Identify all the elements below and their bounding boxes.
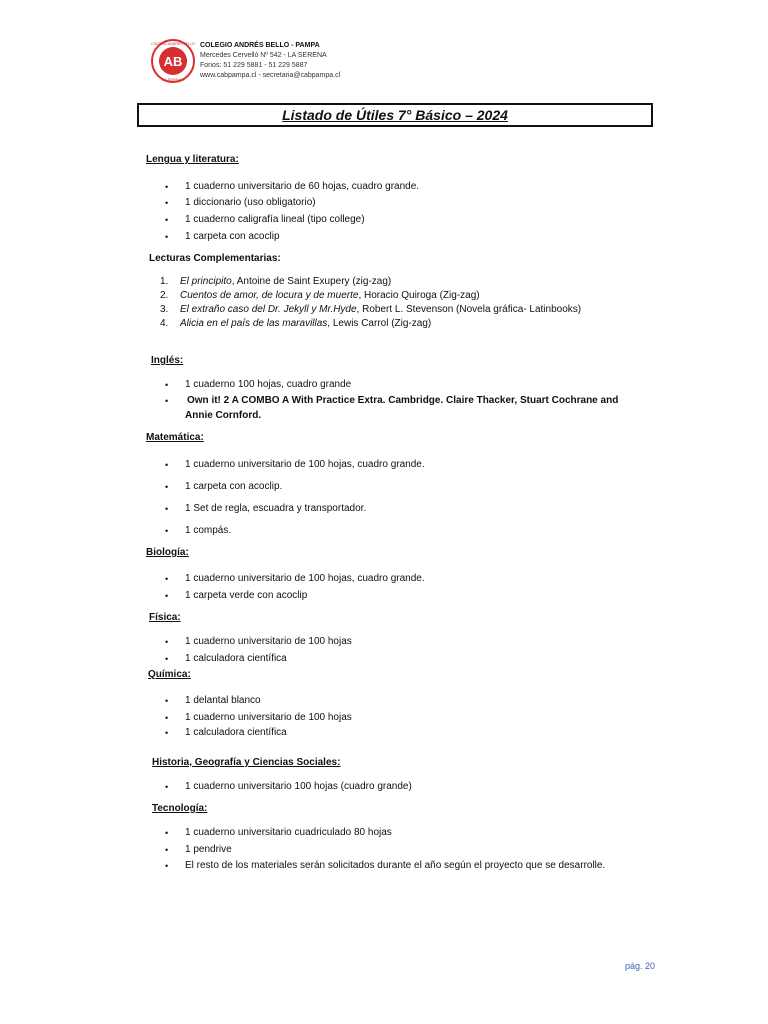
section-heading-lengua: Lengua y literatura: — [146, 154, 239, 165]
bullet: • — [165, 713, 169, 723]
school-logo — [150, 38, 196, 84]
bullet: • — [165, 232, 169, 242]
list-number: 3. — [160, 304, 169, 315]
list-item: 1 carpeta verde con acoclip — [185, 590, 308, 601]
list-item: 1 Set de regla, escuadra y transportador. — [185, 503, 367, 514]
school-web: www.cabpampa.cl - secretaria@cabpampa.cl — [200, 72, 341, 79]
bullet: • — [165, 380, 169, 390]
reading-item: Alicia en el país de las maravillas, Lewis Carrol (Zig-zag) — [180, 318, 432, 329]
list-number: 4. — [160, 318, 169, 329]
list-item: 1 delantal blanco — [185, 695, 261, 706]
school-phones: Fonos: 51 229 5881 - 51 229 5887 — [200, 62, 308, 69]
school-info — [200, 38, 340, 81]
reading-item: Cuentos de amor, de locura y de muerte, Horacio Quiroga (Zig-zag) — [180, 290, 480, 301]
bullet: • — [165, 504, 169, 514]
list-item: 1 cuaderno universitario cuadriculado 80 hojas — [185, 827, 392, 838]
book-item-line2: Annie Cornford. — [185, 410, 262, 421]
school-header — [150, 38, 340, 84]
bullet: • — [165, 182, 169, 192]
list-item: 1 pendrive — [185, 844, 232, 855]
section-heading-tecnologia: Tecnología: — [152, 803, 208, 814]
section-heading-ingles: Inglés: — [151, 355, 184, 366]
book-title: El principito — [180, 276, 232, 287]
bullet: • — [165, 637, 169, 647]
list-item: 1 cuaderno universitario 100 hojas (cuadro grande) — [185, 781, 412, 792]
section-heading-historia: Historia, Geografía y Ciencias Sociales: — [152, 757, 341, 768]
list-number: 1. — [160, 276, 169, 287]
bullet: • — [165, 696, 169, 706]
list-item: 1 diccionario (uso obligatorio) — [185, 197, 316, 208]
list-item: 1 carpeta con acoclip — [185, 231, 280, 242]
book-title: Cuentos de amor, de locura y de muerte — [180, 290, 359, 301]
list-item: 1 calculadora científica — [185, 653, 287, 664]
section-heading-biologia: Biología: — [146, 547, 189, 558]
section-heading-quimica: Química: — [148, 669, 191, 680]
list-item: 1 carpeta con acoclip. — [185, 481, 283, 492]
bullet: • — [165, 215, 169, 225]
list-item: 1 cuaderno 100 hojas, cuadro grande — [185, 379, 352, 390]
list-item: 1 cuaderno universitario de 60 hojas, cuadro grande. — [185, 181, 420, 192]
bullet: • — [165, 198, 169, 208]
list-item: 1 cuaderno caligrafía lineal (tipo college) — [185, 214, 365, 225]
school-name: COLEGIO ANDRÉS BELLO - PAMPA — [200, 42, 320, 49]
reading-item: El principito, Antoine de Saint Exupery (zig-zag) — [180, 276, 392, 287]
book-title: Alicia en el país de las maravillas — [180, 318, 328, 329]
svg-text:COLEGIO ANDRÉS BELLO: COLEGIO ANDRÉS BELLO — [151, 42, 195, 46]
list-item: 1 compás. — [185, 525, 232, 536]
section-heading-lecturas: Lecturas Complementarias: — [149, 253, 281, 264]
bullet: • — [165, 654, 169, 664]
reading-item: El extraño caso del Dr. Jekyll y Mr.Hyde, Robert L. Stevenson (Novela gráfica- Latinbooks) — [180, 304, 582, 315]
list-item: 1 cuaderno universitario de 100 hojas — [185, 712, 352, 723]
bullet: • — [165, 574, 169, 584]
book-title: El extraño caso del Dr. Jekyll y Mr.Hyde — [180, 304, 357, 315]
svg-text:LA SERENA: LA SERENA — [161, 77, 185, 82]
list-item: 1 cuaderno universitario de 100 hojas, cuadro grande. — [185, 459, 425, 470]
bullet: • — [165, 728, 169, 738]
book-item-line1: Own it! 2 A COMBO A With Practice Extra. Cambridge. Claire Thacker, Stuart Cochrane and — [187, 395, 619, 406]
list-item: El resto de los materiales serán solicitados durante el año según el proyecto que se desarrolle. — [185, 860, 606, 871]
section-heading-fisica: Física: — [149, 612, 181, 623]
svg-text:AB: AB — [163, 54, 183, 69]
page-title: Listado de Útiles 7° Básico – 2024 — [282, 107, 508, 123]
bullet: • — [165, 782, 169, 792]
list-item: 1 cuaderno universitario de 100 hojas — [185, 636, 352, 647]
bullet: • — [165, 845, 169, 855]
section-heading-matematica: Matemática: — [146, 432, 204, 443]
bullet: • — [165, 526, 169, 536]
bullet: • — [165, 861, 169, 871]
school-address: Mercedes Cervelló Nº 542 - LA SERENA — [200, 52, 327, 59]
bullet: • — [165, 460, 169, 470]
list-item: 1 cuaderno universitario de 100 hojas, cuadro grande. — [185, 573, 425, 584]
bullet: • — [165, 396, 169, 406]
bullet: • — [165, 482, 169, 492]
list-item: 1 calculadora científica — [185, 727, 287, 738]
page-number: pág. 20 — [625, 961, 656, 971]
bullet: • — [165, 591, 169, 601]
bullet: • — [165, 828, 169, 838]
title-box — [137, 103, 653, 127]
list-number: 2. — [160, 290, 169, 301]
